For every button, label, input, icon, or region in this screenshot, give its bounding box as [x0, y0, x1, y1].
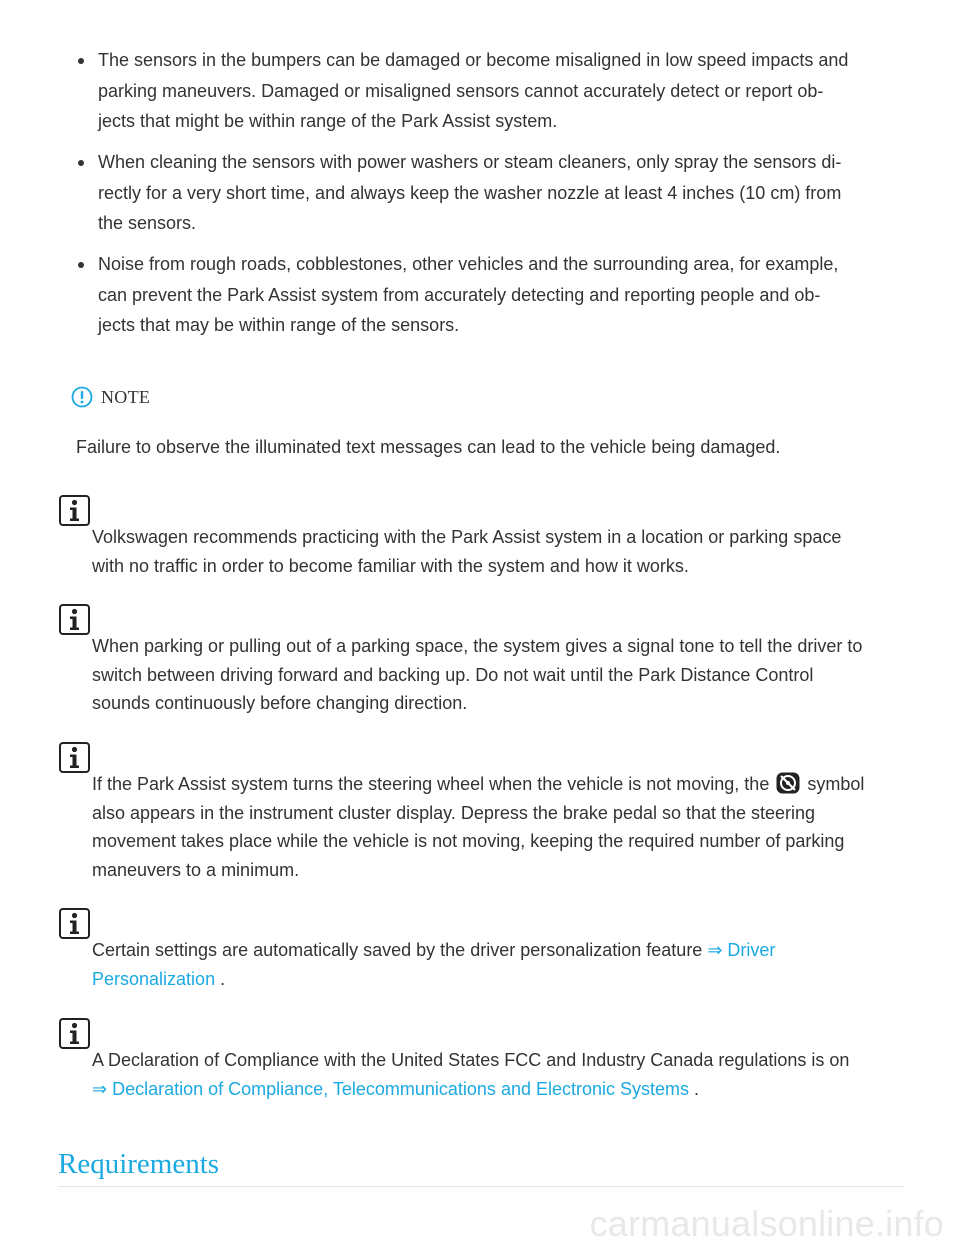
note-text: Failure to observe the illuminated text messages can lead to the vehicle being damaged. — [76, 437, 781, 457]
info-line: A Declaration of Compliance with the United States FCC and Industry Canada regulations is on — [92, 1050, 850, 1070]
info-note-text — [92, 632, 907, 718]
info-i-icon — [59, 604, 90, 635]
info-line-end: . — [220, 968, 226, 989]
bullet-line: can prevent the Park Assist system from accurately detecting and reporting people and ob- — [98, 284, 821, 305]
bullet-line: jects that might be within range of the Park Assist system. — [98, 111, 558, 131]
info-line: switch between driving forward and backing up. Do not wait until the Park Distance Control — [92, 664, 814, 685]
bullet-item — [98, 147, 898, 239]
section-title: Requirements — [58, 1148, 220, 1180]
bullet-line: the sensors. — [98, 213, 197, 233]
bullet-line: Noise from rough roads, cobblestones, other vehicles and the surrounding area, for example, — [98, 254, 839, 274]
info-line: maneuvers to a minimum. — [92, 859, 300, 880]
info-i-icon — [59, 495, 90, 526]
driver-personalization-link[interactable]: ⇒ Driver — [707, 940, 776, 960]
declaration-of-compliance-link[interactable]: ⇒ Declaration of Compliance, Telecommunications and Electronic Systems — [92, 1078, 690, 1099]
info-line: movement takes place while the vehicle is not moving, keeping the required number of parking — [92, 831, 845, 851]
info-line: If the Park Assist system turns the steering wheel when the vehicle is not moving, the — [92, 774, 770, 794]
info-line: Certain settings are automatically saved by the driver personalization feature — [92, 940, 703, 960]
bullet-line: parking maneuvers. Damaged or misaligned sensors cannot accurately detect or report ob- — [98, 80, 824, 101]
note-label: NOTE — [101, 386, 151, 407]
info-line: with no traffic in order to become familiar with the system and how it works. — [92, 555, 689, 576]
bullet-item — [98, 249, 898, 341]
bullet-item — [98, 45, 898, 137]
info-line-end: . — [694, 1078, 700, 1099]
info-i-icon — [59, 742, 90, 773]
section-divider — [58, 1186, 904, 1187]
note-heading — [71, 384, 150, 410]
info-note-text — [92, 770, 907, 884]
info-note-text — [92, 936, 907, 993]
exclamation-circle-icon — [71, 386, 93, 408]
bullet-dot — [78, 58, 84, 64]
info-note-text — [92, 523, 907, 580]
info-note-text — [92, 1046, 907, 1103]
bullet-line: rectly for a very short time, and always keep the washer nozzle at least 4 inches (10 cm) from — [98, 182, 842, 203]
bullet-line: The sensors in the bumpers can be damaged or become misaligned in low speed impacts and — [98, 50, 849, 70]
info-line: also appears in the instrument cluster display. Depress the brake pedal so that the steering — [92, 802, 816, 823]
steering-wheel-crossed-icon — [776, 772, 800, 794]
watermark: carmanualsonline.info — [589, 1203, 944, 1244]
info-line: symbol — [807, 774, 865, 794]
warning-bullet-list — [0, 45, 960, 351]
bullet-line: When cleaning the sensors with power washers or steam cleaners, only spray the sensors di- — [98, 152, 842, 172]
driver-personalization-link-cont[interactable]: Personalization — [92, 968, 216, 989]
info-i-icon — [59, 1018, 90, 1049]
info-i-icon — [59, 908, 90, 939]
info-line: sounds continuously before changing direction. — [92, 693, 468, 713]
bullet-dot — [78, 262, 84, 268]
info-line: Volkswagen recommends practicing with the Park Assist system in a location or parking space — [92, 527, 842, 547]
bullet-line: jects that may be within range of the sensors. — [98, 315, 460, 335]
bullet-dot — [78, 160, 84, 166]
info-line: When parking or pulling out of a parking space, the system gives a signal tone to tell the driver to — [92, 636, 863, 656]
